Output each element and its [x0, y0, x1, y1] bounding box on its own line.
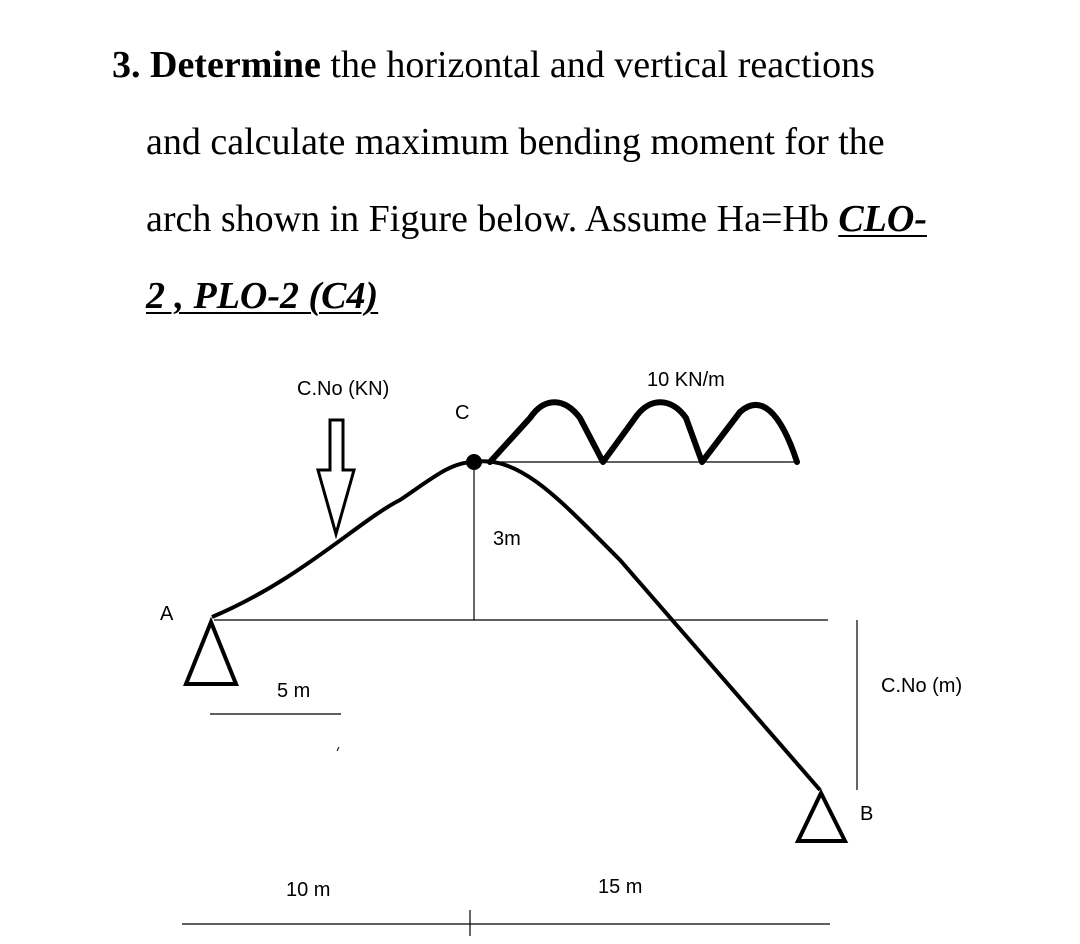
stray-mark — [337, 747, 339, 751]
label-dim-15m: 15 m — [598, 876, 643, 898]
label-dim-10m: 10 m — [286, 879, 331, 901]
label-point-load: C.No (KN) — [297, 378, 390, 400]
label-support-a: A — [160, 603, 174, 625]
support-b — [798, 793, 845, 841]
label-support-b: B — [860, 803, 874, 825]
question-line-3-text: arch shown in Figure below. Assume Ha=Hb — [146, 198, 839, 240]
question-line-2: and calculate maximum bending moment for the — [146, 121, 885, 163]
label-rise: 3m — [493, 528, 521, 550]
question-number: 3. — [112, 44, 141, 86]
support-a — [186, 622, 236, 684]
point-load-arrow — [318, 420, 354, 534]
question-line-1-rest: the horizontal and vertical reactions — [320, 44, 875, 86]
question-verb: Determine — [150, 44, 321, 86]
clo-reference-part-1: CLO- — [838, 198, 927, 240]
label-height-b: C.No (m) — [881, 675, 963, 697]
udl-symbol — [490, 402, 797, 462]
clo-reference-part-2: 2 , PLO-2 (C4) — [146, 275, 379, 317]
crown-hinge — [466, 454, 482, 470]
label-crown-c: C — [455, 402, 470, 424]
label-udl: 10 KN/m — [647, 369, 725, 391]
arch-right-segment — [474, 461, 820, 790]
label-dim-5m: 5 m — [277, 680, 311, 702]
